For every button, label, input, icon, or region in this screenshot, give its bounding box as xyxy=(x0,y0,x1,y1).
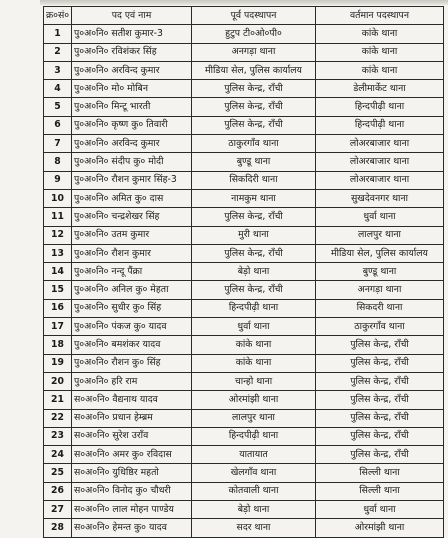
current-posting-cell: पुलिस केन्द्र, राँची xyxy=(316,354,444,372)
serial-cell: 23 xyxy=(44,427,72,445)
previous-posting-cell: पुलिस केन्द्र, राँची xyxy=(192,98,316,116)
name-cell: पु०अ०नि० सुधीर कु० सिंह xyxy=(72,299,192,317)
serial-cell: 27 xyxy=(44,501,72,519)
name-cell: पु०अ०नि० संदीप कु० मोदी xyxy=(72,153,192,171)
transfer-table xyxy=(43,6,444,538)
name-cell: स०अ०नि० लाल मोहन पाण्डेय xyxy=(72,501,192,519)
table-row xyxy=(44,464,444,482)
previous-posting-cell: पुलिस केन्द्र, राँची xyxy=(192,80,316,98)
table-row xyxy=(44,501,444,519)
name-cell: पु०अ०नि० उतम कुमार xyxy=(72,226,192,244)
current-posting-cell: सिकदरी थाना xyxy=(316,299,444,317)
header-previous-posting: पूर्व पदस्थापन xyxy=(192,7,316,25)
name-cell: पु०अ०नि० रौशन कु० सिंह xyxy=(72,354,192,372)
table-row xyxy=(44,281,444,299)
table-row xyxy=(44,116,444,134)
serial-cell: 8 xyxy=(44,153,72,171)
previous-posting-cell: हुटुप टी०ओ०पी० xyxy=(192,25,316,43)
table-body xyxy=(44,25,444,537)
serial-cell: 15 xyxy=(44,281,72,299)
serial-cell: 21 xyxy=(44,391,72,409)
serial-cell: 12 xyxy=(44,226,72,244)
serial-cell: 28 xyxy=(44,519,72,537)
name-cell: पु०अ०नि० नन्दू पैंक्रा xyxy=(72,263,192,281)
name-cell: स०अ०नि० सुरेश उराँव xyxy=(72,427,192,445)
name-cell: स०अ०नि० अमर कु० रविदास xyxy=(72,446,192,464)
current-posting-cell: लोअरबाजार थाना xyxy=(316,171,444,189)
name-cell: पु०अ०नि० मिन्टू भारती xyxy=(72,98,192,116)
previous-posting-cell: बेड़ो थाना xyxy=(192,263,316,281)
table-row xyxy=(44,189,444,207)
name-cell: पु०अ०नि० कृष्ण कु० तिवारी xyxy=(72,116,192,134)
header-current-posting: वर्तमान पदस्थापन xyxy=(316,7,444,25)
table-row xyxy=(44,446,444,464)
current-posting-cell: लालपुर थाना xyxy=(316,226,444,244)
table-row xyxy=(44,98,444,116)
previous-posting-cell: चान्हो थाना xyxy=(192,372,316,390)
table-row xyxy=(44,171,444,189)
name-cell: स०अ०नि० युधिष्ठिर महतो xyxy=(72,464,192,482)
previous-posting-cell: अनगड़ा थाना xyxy=(192,43,316,61)
table-row xyxy=(44,336,444,354)
table-row xyxy=(44,318,444,336)
name-cell: पु०अ०नि० अनिल कु० मेहता xyxy=(72,281,192,299)
name-cell: पु०अ०नि० हरि राम xyxy=(72,372,192,390)
current-posting-cell: पुलिस केन्द्र, राँची xyxy=(316,427,444,445)
previous-posting-cell: यातायात xyxy=(192,446,316,464)
serial-cell: 18 xyxy=(44,336,72,354)
previous-posting-cell: धुर्वा थाना xyxy=(192,318,316,336)
serial-cell: 16 xyxy=(44,299,72,317)
table-header-row xyxy=(44,7,444,25)
current-posting-cell: धुर्वा थाना xyxy=(316,208,444,226)
current-posting-cell: सिल्ली थाना xyxy=(316,464,444,482)
serial-cell: 10 xyxy=(44,189,72,207)
serial-cell: 22 xyxy=(44,409,72,427)
previous-posting-cell: सिकदिरी थाना xyxy=(192,171,316,189)
serial-cell: 20 xyxy=(44,372,72,390)
serial-cell: 9 xyxy=(44,171,72,189)
table-row xyxy=(44,43,444,61)
serial-cell: 1 xyxy=(44,25,72,43)
current-posting-cell: ओरमांझी थाना xyxy=(316,519,444,537)
table-row xyxy=(44,409,444,427)
previous-posting-cell: हिन्दपीढ़ी थाना xyxy=(192,299,316,317)
name-cell: पु०अ०नि० बमशंकर यादव xyxy=(72,336,192,354)
previous-posting-cell: हिन्दपीढ़ी थाना xyxy=(192,427,316,445)
name-cell: पु०अ०नि० रौशन कुमार सिंह-3 xyxy=(72,171,192,189)
name-cell: पु०अ०नि० पंकज कु० यादव xyxy=(72,318,192,336)
current-posting-cell: डेलीमार्केट थाना xyxy=(316,80,444,98)
table-row xyxy=(44,226,444,244)
table-row xyxy=(44,372,444,390)
current-posting-cell: लोअरबाजार थाना xyxy=(316,153,444,171)
name-cell: पु०अ०नि० रौशन कुमार xyxy=(72,244,192,262)
previous-posting-cell: लालपुर थाना xyxy=(192,409,316,427)
current-posting-cell: अनगड़ा थाना xyxy=(316,281,444,299)
serial-cell: 17 xyxy=(44,318,72,336)
serial-cell: 6 xyxy=(44,116,72,134)
current-posting-cell: पुलिस केन्द्र, राँची xyxy=(316,446,444,464)
name-cell: पु०अ०नि० चन्द्रशेखर सिंह xyxy=(72,208,192,226)
table-row xyxy=(44,519,444,537)
current-posting-cell: पुलिस केन्द्र, राँची xyxy=(316,391,444,409)
previous-posting-cell: पुलिस केन्द्र, राँची xyxy=(192,208,316,226)
current-posting-cell: हिन्दपीढ़ी थाना xyxy=(316,116,444,134)
serial-cell: 4 xyxy=(44,80,72,98)
name-cell: स०अ०नि० हेमन्त कु० यादव xyxy=(72,519,192,537)
table-row xyxy=(44,25,444,43)
serial-cell: 19 xyxy=(44,354,72,372)
previous-posting-cell: पुलिस केन्द्र, राँची xyxy=(192,116,316,134)
previous-posting-cell: पुलिस केन्द्र, राँची xyxy=(192,244,316,262)
table-row xyxy=(44,299,444,317)
current-posting-cell: बुण्डू थाना xyxy=(316,263,444,281)
serial-cell: 2 xyxy=(44,43,72,61)
table-row xyxy=(44,244,444,262)
current-posting-cell: लोअरबाजार थाना xyxy=(316,135,444,153)
table-row xyxy=(44,482,444,500)
previous-posting-cell: कांके थाना xyxy=(192,354,316,372)
name-cell: पु०अ०नि० अमित कु० दास xyxy=(72,189,192,207)
name-cell: पु०अ०नि० अरविन्द कुमार xyxy=(72,61,192,79)
current-posting-cell: सुखदेवनगर थाना xyxy=(316,189,444,207)
current-posting-cell: कांके थाना xyxy=(316,43,444,61)
current-posting-cell: कांके थाना xyxy=(316,25,444,43)
previous-posting-cell: ओरमांझी थाना xyxy=(192,391,316,409)
current-posting-cell: पुलिस केन्द्र, राँची xyxy=(316,336,444,354)
current-posting-cell: पुलिस केन्द्र, राँची xyxy=(316,372,444,390)
name-cell: पु०अ०नि० मो० मोबिन xyxy=(72,80,192,98)
previous-posting-cell: कांके थाना xyxy=(192,336,316,354)
previous-posting-cell: पुलिस केन्द्र, राँची xyxy=(192,281,316,299)
name-cell: पु०अ०नि० अरविन्द कुमार xyxy=(72,135,192,153)
table-row xyxy=(44,263,444,281)
previous-posting-cell: सदर थाना xyxy=(192,519,316,537)
table-row xyxy=(44,135,444,153)
serial-cell: 11 xyxy=(44,208,72,226)
table-row xyxy=(44,61,444,79)
name-cell: स०अ०नि० वैद्यनाथ यादव xyxy=(72,391,192,409)
current-posting-cell: धुर्वा थाना xyxy=(316,501,444,519)
name-cell: पु०अ०नि० सतीश कुमार-3 xyxy=(72,25,192,43)
previous-posting-cell: कोतवाली थाना xyxy=(192,482,316,500)
serial-cell: 3 xyxy=(44,61,72,79)
previous-posting-cell: मुरी थाना xyxy=(192,226,316,244)
name-cell: स०अ०नि० विनोद कु० चौधरी xyxy=(72,482,192,500)
table-row xyxy=(44,80,444,98)
previous-posting-cell: बुण्डू थाना xyxy=(192,153,316,171)
table-row xyxy=(44,208,444,226)
current-posting-cell: कांके थाना xyxy=(316,61,444,79)
serial-cell: 24 xyxy=(44,446,72,464)
cropped-header-strip xyxy=(40,0,448,5)
name-cell: पु०अ०नि० रविशंकर सिंह xyxy=(72,43,192,61)
previous-posting-cell: नामकुम थाना xyxy=(192,189,316,207)
table-row xyxy=(44,354,444,372)
current-posting-cell: हिन्दपीढ़ी थाना xyxy=(316,98,444,116)
table-row xyxy=(44,153,444,171)
table-row xyxy=(44,391,444,409)
serial-cell: 25 xyxy=(44,464,72,482)
name-cell: स०अ०नि० प्रधान हेम्ब्रम xyxy=(72,409,192,427)
serial-cell: 5 xyxy=(44,98,72,116)
previous-posting-cell: मीडिया सेल, पुलिस कार्यालय xyxy=(192,61,316,79)
header-serial: क्र०सं० xyxy=(44,7,72,25)
current-posting-cell: सिल्ली थाना xyxy=(316,482,444,500)
previous-posting-cell: खेलगाँव थाना xyxy=(192,464,316,482)
previous-posting-cell: ठाकुरगाँव थाना xyxy=(192,135,316,153)
serial-cell: 7 xyxy=(44,135,72,153)
current-posting-cell: ठाकुरगाँव थाना xyxy=(316,318,444,336)
current-posting-cell: मीडिया सेल, पुलिस कार्यालय xyxy=(316,244,444,262)
serial-cell: 14 xyxy=(44,263,72,281)
current-posting-cell: पुलिस केन्द्र, राँची xyxy=(316,409,444,427)
previous-posting-cell: बेड़ो थाना xyxy=(192,501,316,519)
serial-cell: 13 xyxy=(44,244,72,262)
header-name: पद एवं नाम xyxy=(72,7,192,25)
table-row xyxy=(44,427,444,445)
serial-cell: 26 xyxy=(44,482,72,500)
